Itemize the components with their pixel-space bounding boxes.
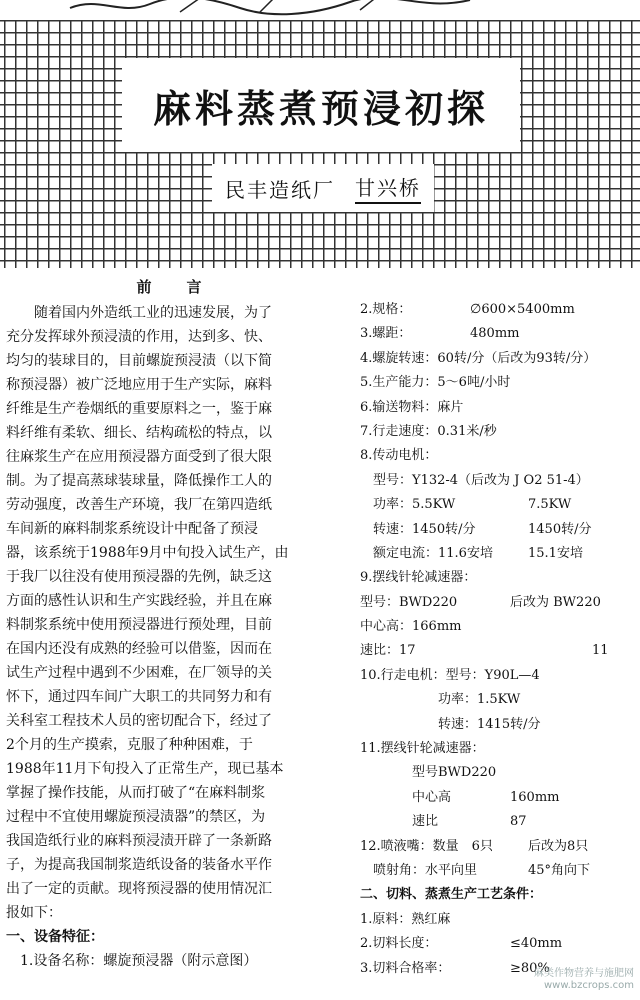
paragraph-line: 均匀的装球目的，目前螺旋预浸渍（以下简 bbox=[6, 353, 272, 369]
author-box bbox=[212, 164, 434, 212]
paragraph-line: 过程中不宜使用螺旋预浸渍器”的禁区，为 bbox=[6, 809, 266, 825]
spec-cell: 型号BWD220 bbox=[360, 765, 497, 781]
spec-row bbox=[360, 883, 638, 907]
spec-cell: 87 bbox=[510, 814, 527, 830]
spec-cell: 中心高 bbox=[360, 789, 452, 805]
spec-row bbox=[360, 639, 638, 663]
paragraph-line: 我国造纸行业的麻料预浸渍开辟了一条新路 bbox=[6, 833, 272, 849]
spec-cell: 后改为8只 bbox=[528, 838, 589, 854]
paragraph-line: 在国内还没有成熟的经验可以借鉴，因而在 bbox=[6, 641, 272, 657]
spec-row bbox=[360, 542, 638, 566]
spec-cell: 二、切料、蒸煮生产工艺条件： bbox=[360, 887, 543, 903]
spec-row bbox=[360, 761, 638, 785]
spec-row bbox=[360, 786, 638, 810]
spec-cell: 2.切料长度： bbox=[360, 936, 438, 952]
spec-cell: 7.行走速度：0.31米/秒 bbox=[360, 423, 497, 439]
spec-row bbox=[360, 444, 638, 468]
paragraph-line: 试生产过程中遇到不少困难，在厂领导的关 bbox=[6, 665, 272, 681]
spec-cell: 1450转/分 bbox=[528, 521, 592, 537]
spec-cell: 速比 bbox=[360, 814, 439, 830]
spec-cell: 喷射角：水平向里 bbox=[360, 862, 478, 878]
paragraph-line: 报如下： bbox=[6, 905, 62, 921]
section-heading: 前 言 bbox=[136, 278, 212, 296]
title-box bbox=[122, 58, 520, 152]
spec-cell: 7.5KW bbox=[528, 497, 572, 513]
spec-cell: 中心高：166mm bbox=[360, 619, 462, 635]
paragraph-line: 掌握了操作技能，从而打破了“在麻料制浆 bbox=[6, 785, 266, 801]
spec-row bbox=[360, 371, 638, 395]
paragraph-line: 料纤维有柔软、细长、结构疏松的特点，以 bbox=[6, 425, 272, 441]
right-column bbox=[360, 298, 638, 981]
spec-cell: 8.传动电机： bbox=[360, 448, 438, 464]
spec-row bbox=[360, 737, 638, 761]
spec-row bbox=[360, 566, 638, 590]
paragraph-line: 1988年11月下旬投入了正常生产，现已基本 bbox=[6, 761, 284, 777]
equipment-item-1: 1.设备名称：螺旋预浸器（附示意图） bbox=[6, 953, 258, 969]
spec-cell: 速比：17 bbox=[360, 643, 416, 659]
spec-cell: 额定电流：11.6安培 bbox=[360, 545, 493, 561]
handwritten-scribble-icon bbox=[60, 0, 480, 18]
spec-row bbox=[360, 810, 638, 834]
spec-cell: 5.生产能力：5～6吨/小时 bbox=[360, 375, 511, 391]
spec-cell: 9.摆线针轮减速器： bbox=[360, 570, 477, 586]
spec-cell: 160mm bbox=[510, 789, 560, 805]
spec-cell: 后改为 BW220 bbox=[510, 594, 601, 610]
spec-cell: 型号：Y132-4（后改为 J O2 51-4） bbox=[360, 472, 589, 488]
affiliation: 民丰造纸厂 bbox=[225, 177, 335, 202]
spec-cell: ∅600×5400mm bbox=[470, 302, 575, 317]
paragraph-line: 方面的感性认识和生产实践经验，并且在麻 bbox=[6, 593, 272, 609]
paragraph-line: 车间新的麻料制浆系统设计中配备了预浸 bbox=[6, 521, 258, 537]
spec-row bbox=[360, 493, 638, 517]
paragraph-line: 劳动强度，改善生产环境，我厂在第四造纸 bbox=[6, 497, 272, 513]
spec-cell: 3.螺距： bbox=[360, 326, 412, 342]
spec-row bbox=[360, 908, 638, 932]
spec-cell: 12.喷液嘴：数量 6只 bbox=[360, 838, 493, 854]
spec-cell: 功率：5.5KW bbox=[360, 497, 456, 513]
spec-cell: 转速：1415转/分 bbox=[360, 716, 541, 732]
paragraph-line: 于我厂以往没有使用预浸器的先例，缺乏这 bbox=[6, 569, 272, 585]
spec-row bbox=[360, 322, 638, 346]
spec-row bbox=[360, 859, 638, 883]
paragraph-line: 随着国内外造纸工业的迅速发展，为了 bbox=[6, 305, 272, 321]
spec-cell: 3.切料合格率： bbox=[360, 960, 451, 976]
spec-row bbox=[360, 396, 638, 420]
watermark-line-2: www.bzcrops.com bbox=[544, 980, 634, 991]
top-strip bbox=[0, 0, 640, 20]
spec-cell: ≥80% bbox=[510, 960, 550, 976]
spec-cell: 转速：1450转/分 bbox=[360, 521, 476, 537]
spec-row bbox=[360, 713, 638, 737]
spec-row bbox=[360, 347, 638, 371]
spec-cell: 2.规格： bbox=[360, 302, 412, 317]
watermark bbox=[534, 968, 634, 992]
paragraph-line: 往麻浆生产在应用预浸器方面受到了很大限 bbox=[6, 449, 272, 465]
spec-cell: 4.螺旋转速：60转/分（后改为93转/分） bbox=[360, 350, 597, 366]
spec-cell: 15.1安培 bbox=[528, 545, 583, 561]
paragraph-line: 器，该系统于1988年9月中旬投入试生产，由 bbox=[6, 545, 289, 561]
paragraph-line: 充分发挥球外预浸渍的作用，达到多、快、 bbox=[6, 329, 272, 345]
spec-row bbox=[360, 664, 638, 688]
watermark-line-1: 麻类作物营养与施肥网 bbox=[534, 968, 634, 979]
spec-cell: 6.输送物料：麻片 bbox=[360, 399, 464, 415]
spec-cell: 功率：1.5KW bbox=[360, 692, 521, 708]
subsection-heading: 一、设备特征： bbox=[6, 929, 104, 945]
spec-row bbox=[360, 518, 638, 542]
left-column bbox=[6, 276, 342, 973]
article-title: 麻料蒸煮预浸初探 bbox=[152, 86, 489, 131]
spec-cell: 10.行走电机：型号：Y90L—4 bbox=[360, 667, 540, 683]
paragraph-line: 纤维是生产卷烟纸的重要原料之一，鉴于麻 bbox=[6, 401, 272, 417]
paragraph-line: 子，为提高我国制浆造纸设备的装备水平作 bbox=[6, 857, 272, 873]
paragraph-line: 2个月的生产摸索，克服了种种困难，于 bbox=[6, 737, 253, 753]
paragraph-line: 关科室工程技术人员的密切配合下，经过了 bbox=[6, 713, 272, 729]
author-name: 甘兴桥 bbox=[355, 172, 421, 204]
spec-cell: 11 bbox=[592, 643, 609, 659]
spec-row bbox=[360, 615, 638, 639]
spec-cell: ≤40mm bbox=[510, 936, 563, 952]
spec-cell: 11.摆线针轮减速器： bbox=[360, 741, 485, 757]
spec-row bbox=[360, 469, 638, 493]
spec-cell: 45°角向下 bbox=[528, 862, 591, 878]
spec-cell: 1.原料：熟红麻 bbox=[360, 911, 451, 927]
spec-row bbox=[360, 420, 638, 444]
spec-row bbox=[360, 591, 638, 615]
spec-row bbox=[360, 688, 638, 712]
spec-cell: 480mm bbox=[470, 326, 520, 342]
spec-row bbox=[360, 298, 638, 322]
paragraph-line: 称预浸器）被广泛地应用于生产实际，麻料 bbox=[6, 377, 272, 393]
paragraph-line: 制。为了提高蒸球装球量，降低操作工人的 bbox=[6, 473, 272, 489]
spec-row bbox=[360, 835, 638, 859]
intro-paragraph bbox=[6, 301, 342, 925]
spec-row bbox=[360, 932, 638, 956]
paragraph-line: 出了一定的贡献。现将预浸器的使用情况汇 bbox=[6, 881, 272, 897]
spec-cell: 型号：BWD220 bbox=[360, 594, 458, 610]
paragraph-line: 怀下，通过四车间广大职工的共同努力和有 bbox=[6, 689, 272, 705]
paragraph-line: 料制浆系统中使用预浸器进行预处理，目前 bbox=[6, 617, 272, 633]
